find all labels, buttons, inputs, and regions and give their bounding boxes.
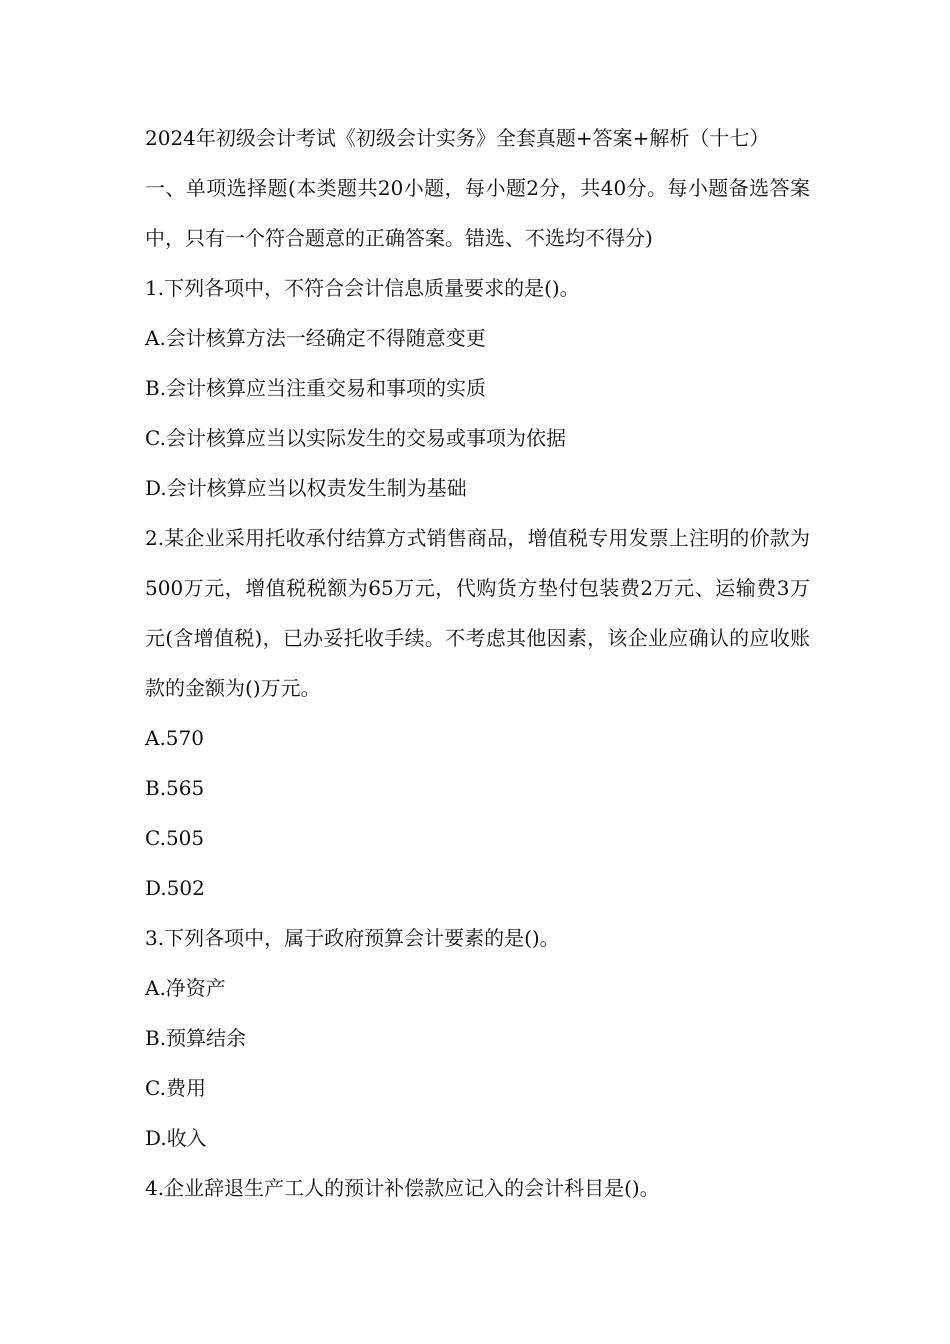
question-1-stem: 1.下列各项中，不符合会计信息质量要求的是()。 [145, 276, 580, 300]
question-2-option-a: A.570 [145, 726, 204, 750]
question-3-option-b: B.预算结余 [145, 1026, 247, 1050]
question-2-option-d: D.502 [145, 876, 205, 900]
question-1-option-c: C.会计核算应当以实际发生的交易或事项为依据 [145, 426, 566, 450]
question-2-option-c: C.505 [145, 826, 205, 850]
question-2-stem: 2.某企业采用托收承付结算方式销售商品，增值税专用发票上注明的价款为500万元，增值税税额为65万元，代购货方垫付包装费2万元、运输费3万元(含增值税)，已办妥托收手续。不考虑其他因素，该企业应确认的应收账款的金额为()万元。 [145, 526, 810, 700]
question-1-option-a: A.会计核算方法一经确定不得随意变更 [145, 326, 486, 350]
question-4-stem: 4.企业辞退生产工人的预计补偿款应记入的会计科目是()。 [145, 1176, 660, 1200]
question-3-stem: 3.下列各项中，属于政府预算会计要素的是()。 [145, 926, 560, 950]
question-3-option-d: D.收入 [145, 1126, 207, 1150]
document-title: 2024年初级会计考试《初级会计实务》全套真题+答案+解析（十七） [145, 126, 770, 150]
question-1-option-b: B.会计核算应当注重交易和事项的实质 [145, 376, 487, 400]
question-3-option-c: C.费用 [145, 1076, 206, 1100]
question-2-option-b: B.565 [145, 776, 205, 800]
question-3-option-a: A.净资产 [145, 976, 226, 1000]
section-heading: 一、单项选择题(本类题共20小题，每小题2分，共40分。每小题备选答案中，只有一个符合题意的正确答案。错选、不选均不得分) [145, 176, 810, 250]
question-1-option-d: D.会计核算应当以权责发生制为基础 [145, 476, 467, 500]
document-content [145, 113, 810, 1213]
